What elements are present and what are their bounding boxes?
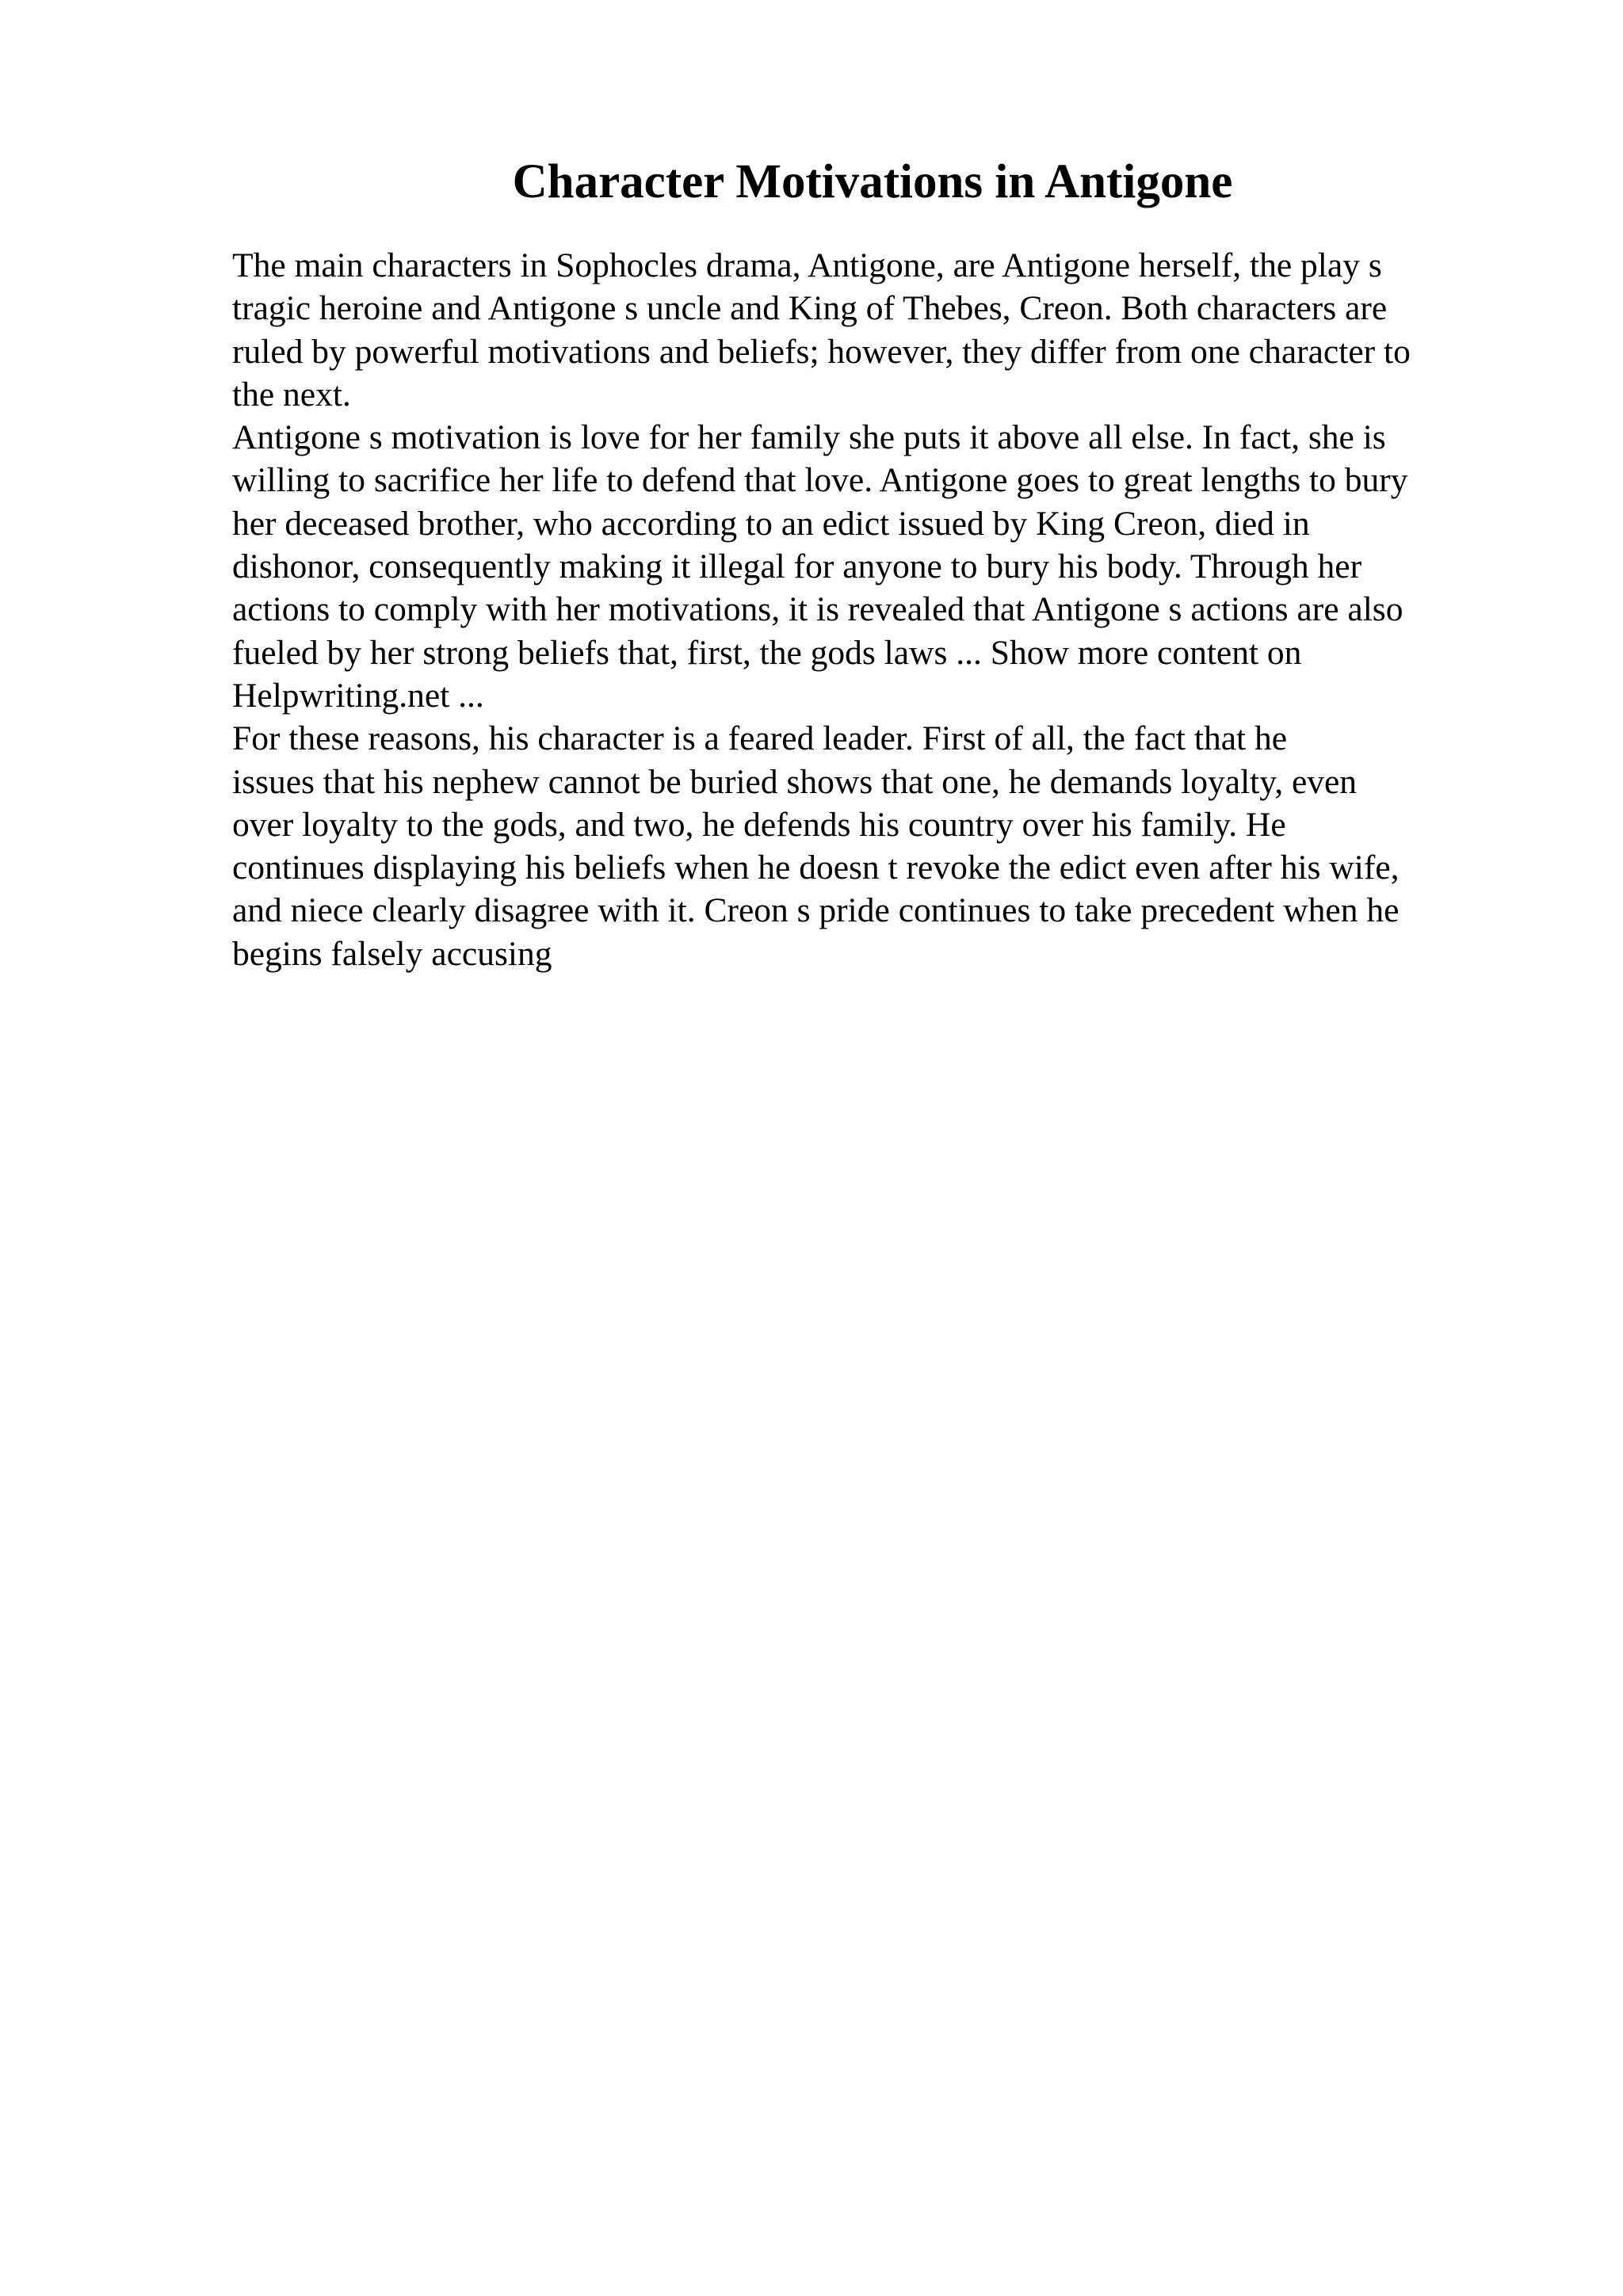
text-line: begins falsely accusing (232, 934, 552, 973)
text-line: over loyalty to the gods, and two, he defends his country over his family. He (232, 805, 1286, 844)
text-line: the next. (232, 375, 351, 414)
text-line: dishonor, consequently making it illegal for anyone to bury his body. Through her (232, 547, 1362, 586)
text-line: issues that his nephew cannot be buried shows that one, he demands loyalty, even (232, 762, 1358, 801)
text-line: willing to sacrifice her life to defend that love. Antigone goes to great lengths to bury (232, 461, 1408, 500)
text-line: tragic heroine and Antigone s uncle and King of Thebes, Creon. Both characters are (232, 289, 1388, 328)
page-title: Character Motivations in Antigone (512, 155, 1233, 208)
text-line: her deceased brother, who according to an edict issued by King Creon, died in (232, 504, 1310, 543)
text-line: Antigone s motivation is love for her family she puts it above all else. In fact, she is (232, 418, 1386, 457)
text-line: For these reasons, his character is a feared leader. First of all, the fact that he (232, 719, 1288, 758)
body-text (232, 244, 1516, 975)
text-line: actions to comply with her motivations, it is revealed that Antigone s actions are also (232, 590, 1403, 629)
text-line: and niece clearly disagree with it. Creon s pride continues to take precedent when he (232, 891, 1400, 930)
text-line: continues displaying his beliefs when he doesn t revoke the edict even after his wife, (232, 849, 1400, 887)
text-line: fueled by her strong beliefs that, first, the gods laws ... Show more content on (232, 633, 1302, 672)
text-line: The main characters in Sophocles drama, Antigone, are Antigone herself, the play s (232, 246, 1382, 284)
text-line: ruled by powerful motivations and beliefs; however, they differ from one character to (232, 332, 1411, 371)
helpwriting-link[interactable]: Helpwriting.net ... (232, 676, 484, 715)
